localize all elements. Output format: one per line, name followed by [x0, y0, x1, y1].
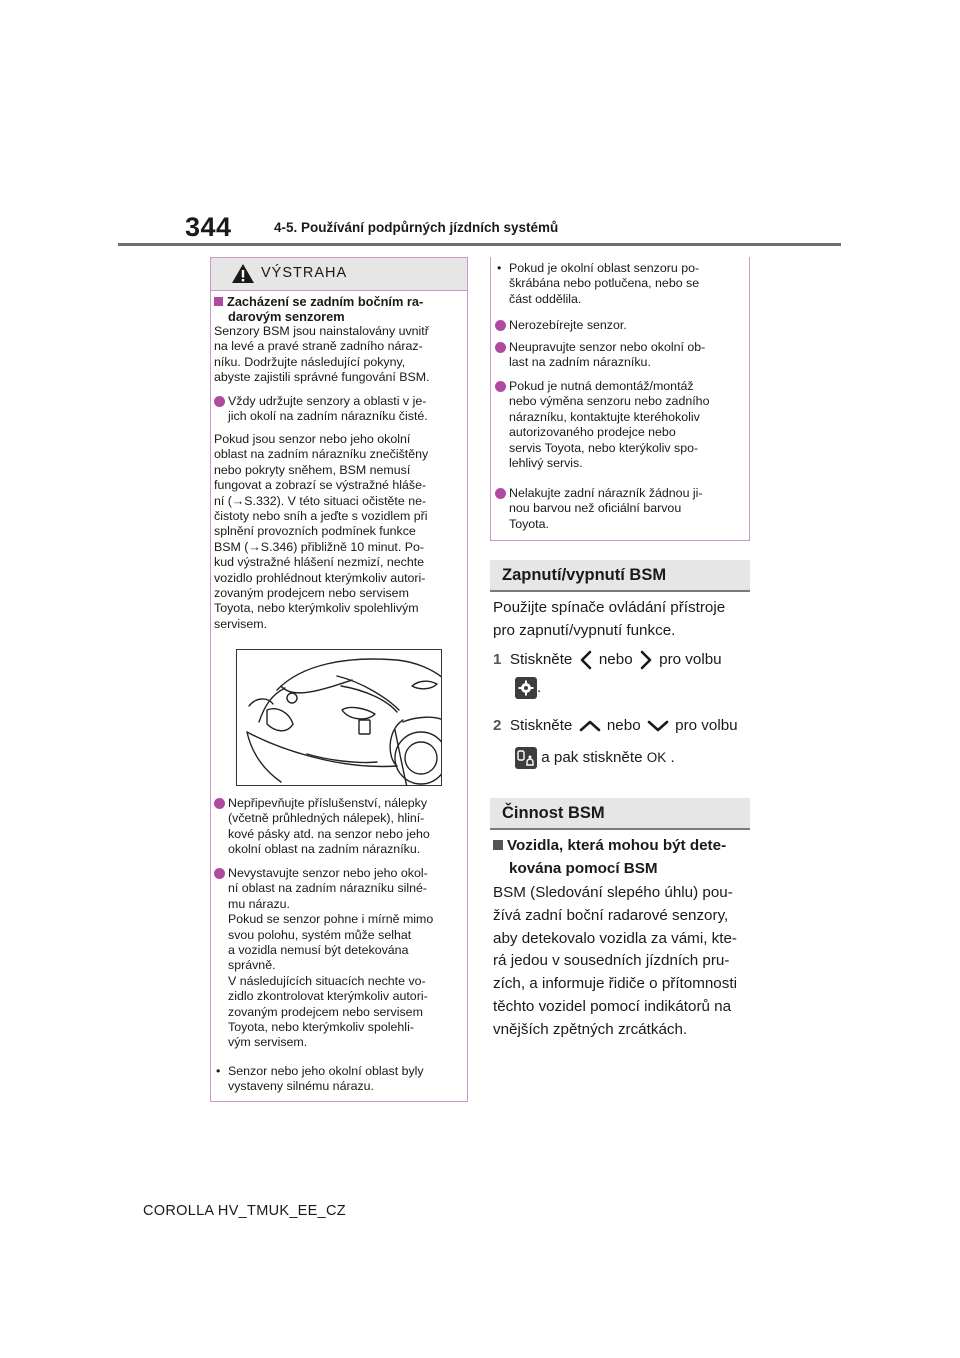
warning-bullet-no-paint: Nelakujte zadní nárazník žádnou ji- nou barvou než oficiální barvou Toyota.	[509, 486, 703, 531]
warning-bullet-no-impact: Nevystavujte senzor nebo jeho okol- ní oblast na zadním nárazníku silné- mu nárazu. Pokud se senzor pohne i mírně mimo svou polohu, systém může selhat a vozidla nemusí být detekována správně. V následujících situacích nechte vo- zidlo zkontrolovat kterýmkoliv autori- zovaným prodejcem nebo servisem Toyota, nebo kterýmkoliv spolehli- vým servisem.	[228, 866, 434, 1050]
onoff-step-1: 1 Stiskněte nebo pro volbu	[493, 649, 722, 672]
warning-dash-impact: Senzor nebo jeho okolní oblast byly vystaveny silnému nárazu.	[228, 1064, 424, 1094]
warning-bullet-no-modify: Neupravujte senzor nebo okolní ob- last na zadním nárazníku.	[509, 340, 706, 370]
car-rear-drawing	[237, 650, 442, 786]
chevron-left-icon	[577, 649, 595, 671]
bullet-dot-icon	[495, 342, 506, 353]
onoff-intro: Použijte spínače ovládání přístroje pro zapnutí/vypnutí funkce.	[493, 599, 726, 639]
section-title: 4-5. Používání podpůrných jízdních systémů	[274, 220, 559, 235]
bullet-dot-icon	[495, 488, 506, 499]
warning-bullet-keep-clean: Vždy udržujte senzory a oblasti v je- jich okolí na zadním nárazníku čisté.	[228, 394, 428, 424]
dash-bullet-icon: •	[497, 261, 502, 275]
warning-bullet-no-accessories: Nepřipevňujte příslušenství, nálepky (včetně průhledných nálepek), hliní- kové pásky atd. na senzor nebo jeho okolní oblast na zadním nárazníku.	[228, 796, 430, 857]
warning-intro: Senzory BSM jsou nainstalovány uvnitř na levé a pravé straně zadního náraz- níku. Dodržujte následující pokyny, abyste zajistili správné fungování BSM.	[214, 324, 430, 385]
onoff-step-1-target: .	[515, 677, 541, 700]
dash-bullet-icon: •	[216, 1064, 221, 1078]
operation-body: BSM (Sledování slepého úhlu) pou- žívá zadní boční radarové senzory, aby detekovalo vozidla za vámi, kte- rá jedou v sousedních jízdních pru- zích, a informuje řidiče o přítomnosti těchto vozidel pomocí indikátorů na vnějších zpětných zrcátkách.	[493, 884, 737, 1038]
bullet-dot-icon	[214, 798, 225, 809]
bullet-dot-icon	[495, 381, 506, 392]
square-bullet-icon	[214, 297, 223, 306]
bullet-dot-icon	[214, 396, 225, 407]
chevron-down-icon	[645, 717, 671, 735]
settings-gear-icon	[515, 677, 537, 699]
rear-bumper-illustration	[236, 649, 442, 786]
section-header-operation: Činnost BSM	[490, 798, 750, 830]
warning-dash-scratched: Pokud je okolní oblast senzoru po- škrábána nebo potlučena, nebo se část oddělila.	[509, 261, 700, 306]
footer-model-code: COROLLA HV_TMUK_EE_CZ	[143, 1203, 346, 1219]
warning-header	[211, 258, 467, 291]
header-rule	[118, 243, 841, 246]
warning-triangle-icon	[231, 263, 255, 284]
chevron-right-icon	[637, 649, 655, 671]
warning-dirt-paragraph: Pokud jsou senzor nebo jeho okolní oblast na zadním nárazníku znečištěny nebo pokryty sněhem, BSM nemusí fungovat a zobrazí se výstražné hláše- ní (→S.332). V této situaci očistěte ne- čistoty nebo sníh a jeďte s vozidlem při splnění provozních podmínek funkce BSM (→S.346) přibližně 10 minut. Po- kud výstražné hlášení nezmizí, nechte vozidlo prohlédnout kterýmkoliv autori- zovaným prodejcem nebo servisem Toyota, nebo kterýmkoliv spolehlivým servisem.	[214, 432, 429, 631]
bullet-dot-icon	[495, 320, 506, 331]
bsm-icon	[515, 747, 537, 769]
warning-bullet-replacement: Pokud je nutná demontáž/montáž nebo výměna senzoru nebo zadního nárazníku, kontaktujte kteréhokoliv autorizovaného prodejce nebo servis Toyota, nebo kterýkoliv spo- lehlivý servis.	[509, 379, 710, 471]
onoff-step-2: 2 Stiskněte nebo pro volbu	[493, 717, 738, 734]
ok-button-label: OK	[646, 750, 667, 766]
page-number: 344	[185, 212, 232, 242]
bullet-dot-icon	[214, 868, 225, 879]
chevron-up-icon	[577, 717, 603, 735]
square-bullet-icon	[493, 840, 503, 850]
onoff-step-2-target: a pak stiskněte OK .	[515, 747, 675, 770]
section-header-onoff: Zapnutí/vypnutí BSM	[490, 560, 750, 592]
warning-subheading: Zacházení se zadním bočním ra- darovým senzorem	[214, 294, 423, 325]
operation-subheading: Vozidla, která mohou být dete- kována pomocí BSM	[493, 835, 726, 881]
warning-bullet-no-disassemble: Nerozebírejte senzor.	[509, 318, 627, 332]
warning-label: VÝSTRAHA	[261, 265, 348, 281]
